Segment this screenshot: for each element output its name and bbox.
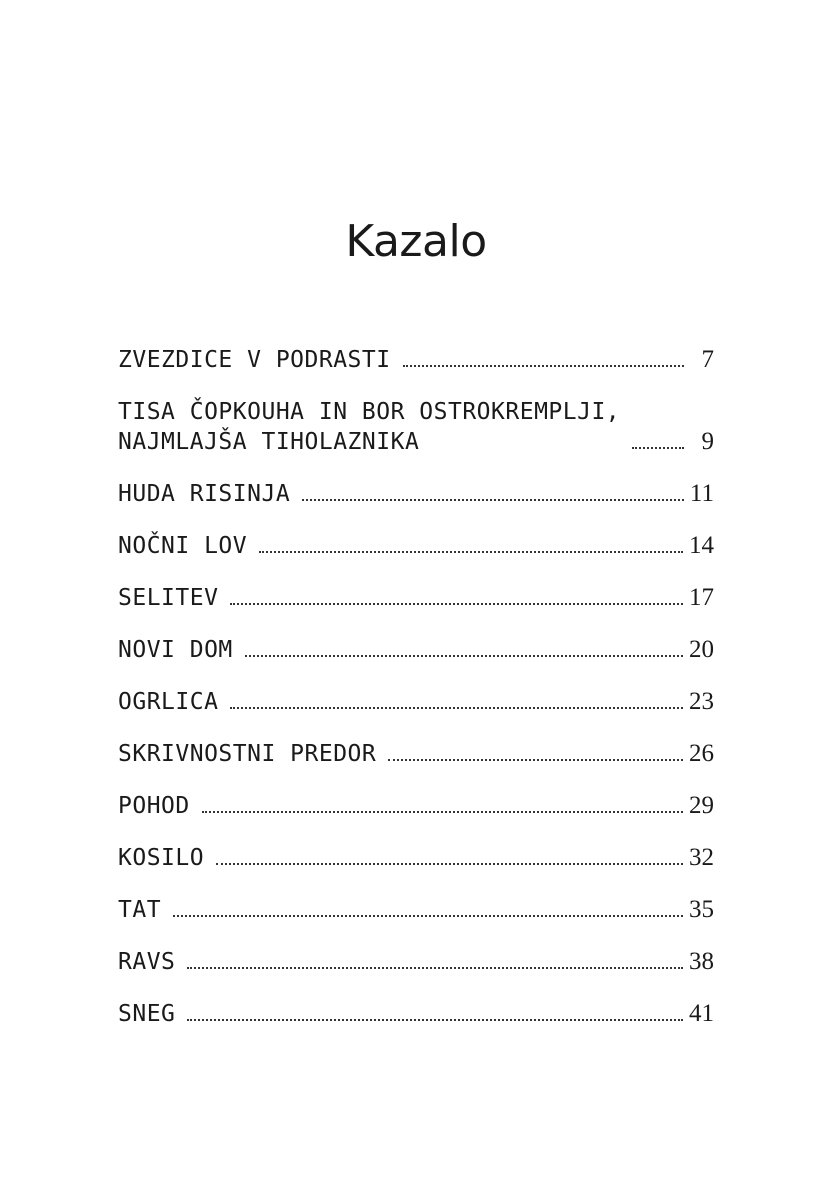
- page-number: 29: [689, 792, 714, 819]
- page-number: 26: [689, 740, 714, 767]
- page-number: 7: [701, 346, 714, 373]
- entry-title: [118, 635, 233, 665]
- entry-title-line: NOČNI LOV: [118, 533, 248, 559]
- page-number: 14: [689, 532, 714, 559]
- entry-title-line: SKRIVNOSTNI PREDOR: [118, 741, 377, 767]
- dot-leader: [245, 654, 683, 657]
- page-number: 32: [689, 844, 714, 871]
- toc-entry[interactable]: [118, 531, 714, 561]
- page-number: 9: [701, 428, 714, 455]
- dot-leader: [216, 862, 683, 865]
- toc-entry[interactable]: [118, 345, 714, 375]
- dot-leader: [388, 758, 683, 761]
- entry-title: [118, 947, 175, 977]
- dot-leader: [302, 498, 684, 501]
- page-number: 35: [689, 896, 714, 923]
- page-number: 11: [689, 480, 714, 507]
- dot-leader: [173, 914, 683, 917]
- entry-title-line: TISA ČOPKOUHA IN BOR OSTROKREMPLJI,: [118, 399, 621, 425]
- entry-title: [118, 895, 161, 925]
- page-title: Kazalo: [345, 216, 487, 267]
- entry-title-line: HUDA RISINJA: [118, 481, 291, 507]
- toc-entry[interactable]: [118, 687, 714, 717]
- entry-title: [118, 345, 391, 375]
- toc-entry[interactable]: [118, 397, 714, 457]
- page-number: 38: [689, 948, 714, 975]
- toc-entry[interactable]: [118, 479, 714, 509]
- toc-entry[interactable]: [118, 843, 714, 873]
- entry-title-line: NAJMLAJŠA TIHOLAZNIKA: [118, 429, 420, 455]
- toc-entry[interactable]: [118, 791, 714, 821]
- toc-entry[interactable]: [118, 635, 714, 665]
- dot-leader: [259, 550, 683, 553]
- page-number: 23: [689, 688, 714, 715]
- entry-title-line: SNEG: [118, 1001, 176, 1027]
- entry-title-line: OGRLICA: [118, 689, 219, 715]
- entry-title-line: RAVS: [118, 949, 176, 975]
- entry-title-line: ZVEZDICE V PODRASTI: [118, 347, 391, 373]
- entry-title-line: NOVI DOM: [118, 637, 233, 663]
- toc-entry[interactable]: [118, 895, 714, 925]
- dot-leader: [230, 706, 683, 709]
- entry-title: [118, 843, 204, 873]
- toc-entry[interactable]: [118, 999, 714, 1029]
- entry-title: [118, 791, 190, 821]
- page-number: 20: [689, 636, 714, 663]
- entry-title-line: SELITEV: [118, 585, 219, 611]
- table-of-contents: [118, 345, 714, 1051]
- dot-leader: [403, 364, 684, 367]
- toc-entry[interactable]: [118, 739, 714, 769]
- dot-leader: [632, 446, 684, 449]
- toc-entry[interactable]: [118, 583, 714, 613]
- entry-title: [118, 531, 247, 561]
- dot-leader: [202, 810, 683, 813]
- entry-title: [118, 687, 218, 717]
- entry-title: [118, 479, 290, 509]
- page-number: 41: [689, 1000, 714, 1027]
- entry-title: [118, 397, 620, 457]
- entry-title-line: TAT: [118, 897, 162, 923]
- entry-title-line: POHOD: [118, 793, 190, 819]
- entry-title-line: KOSILO: [118, 845, 205, 871]
- dot-leader: [230, 602, 683, 605]
- entry-title: [118, 999, 175, 1029]
- toc-entry[interactable]: [118, 947, 714, 977]
- entry-title: [118, 739, 376, 769]
- page-number: 17: [689, 584, 714, 611]
- dot-leader: [187, 1018, 683, 1021]
- dot-leader: [187, 966, 683, 969]
- entry-title: [118, 583, 218, 613]
